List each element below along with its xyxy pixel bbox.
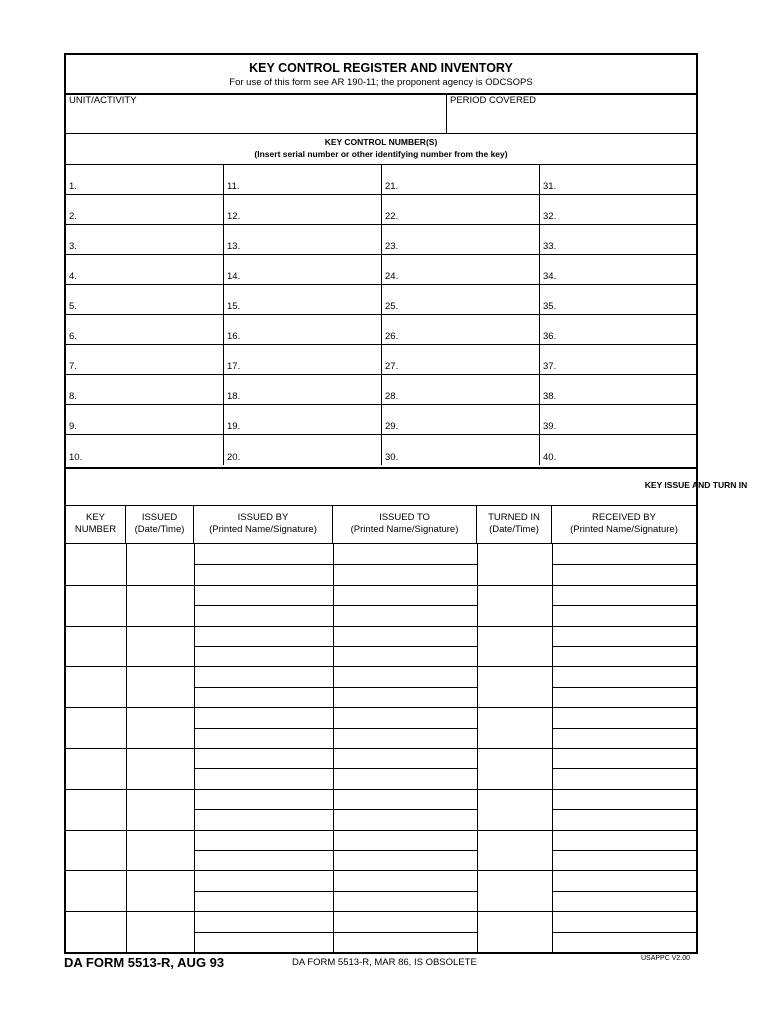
- sub-row-divider: [552, 891, 696, 892]
- form-id: DA FORM 5513-R, AUG 93: [64, 955, 225, 970]
- key-number-cell[interactable]: [66, 345, 224, 375]
- key-number-cell[interactable]: [66, 405, 224, 435]
- column-subtitle: (Date/Time): [134, 524, 185, 535]
- table-row[interactable]: [66, 789, 696, 790]
- key-number-label: 27.: [385, 361, 399, 372]
- key-number-label: 33.: [543, 241, 557, 252]
- key-control-form: [64, 53, 748, 954]
- key-number-cell[interactable]: [66, 255, 224, 285]
- sub-row-divider: [194, 850, 477, 851]
- key-number-label: 26.: [385, 331, 399, 342]
- key-number-label: 32.: [543, 211, 557, 222]
- key-number-label: 11.: [227, 181, 240, 192]
- key-number-cell[interactable]: [540, 225, 696, 255]
- key-issue-heading: [66, 467, 748, 506]
- key-number-cell[interactable]: [224, 315, 382, 345]
- table-row[interactable]: [66, 911, 696, 912]
- key-number-cell[interactable]: [66, 195, 224, 225]
- column-subtitle: (Date/Time): [489, 524, 539, 535]
- key-number-cell[interactable]: [224, 195, 382, 225]
- key-number-label: 22.: [385, 211, 399, 222]
- key-number-label: 23.: [385, 241, 399, 252]
- key-issue-table: [66, 544, 696, 952]
- key-control-instructions: (Insert serial number or other identifying number from the key): [254, 149, 508, 159]
- key-number-label: 7.: [69, 361, 77, 372]
- key-number-label: 9.: [69, 421, 77, 432]
- key-number-label: 15.: [227, 301, 241, 312]
- key-number-label: 29.: [385, 421, 399, 432]
- sub-row-divider: [552, 809, 696, 810]
- key-number-cell[interactable]: [540, 315, 696, 345]
- table-row[interactable]: [66, 748, 696, 749]
- sub-row-divider: [194, 728, 477, 729]
- key-issue-title: KEY ISSUE AND TURN IN: [644, 480, 748, 490]
- key-number-label: 24.: [385, 271, 399, 282]
- unit-period-row: [66, 93, 696, 134]
- key-control-title: KEY CONTROL NUMBER(S): [324, 137, 438, 147]
- key-number-label: 6.: [69, 331, 77, 342]
- key-number-cell[interactable]: [382, 165, 540, 195]
- sub-row-divider: [552, 728, 696, 729]
- key-number-cell[interactable]: [224, 405, 382, 435]
- key-number-label: 17.: [227, 361, 241, 372]
- key-number-label: 3.: [69, 241, 77, 252]
- table-row[interactable]: [66, 626, 696, 627]
- key-number-cell[interactable]: [224, 435, 382, 465]
- table-row[interactable]: [66, 707, 696, 708]
- key-number-label: 14.: [227, 271, 241, 282]
- sub-row-divider: [552, 646, 696, 647]
- table-row[interactable]: [66, 870, 696, 871]
- key-number-label: 35.: [543, 301, 557, 312]
- unit-activity-field[interactable]: [66, 93, 447, 133]
- sub-row-divider: [194, 768, 477, 769]
- key-number-label: 40.: [543, 452, 557, 463]
- key-number-label: 21.: [385, 181, 399, 192]
- key-number-cell[interactable]: [382, 285, 540, 315]
- key-number-cell[interactable]: [540, 405, 696, 435]
- column-subtitle: (Printed Name/Signature): [209, 524, 317, 535]
- column-title: TURNED IN: [488, 512, 540, 523]
- column-subtitle: (Printed Name/Signature): [350, 524, 459, 535]
- key-number-label: 8.: [69, 391, 77, 402]
- obsolete-note: DA FORM 5513-R, MAR 86, IS OBSOLETE: [292, 957, 477, 968]
- key-number-cell[interactable]: [224, 285, 382, 315]
- key-number-label: 36.: [543, 331, 557, 342]
- key-number-label: 31.: [543, 181, 557, 192]
- key-control-grid: [66, 165, 696, 469]
- column-subtitle: NUMBER: [74, 524, 117, 535]
- key-number-cell[interactable]: [224, 375, 382, 405]
- key-number-cell[interactable]: [540, 435, 696, 465]
- key-control-heading: [66, 134, 696, 165]
- key-number-label: 38.: [543, 391, 557, 402]
- key-number-label: 5.: [69, 301, 77, 312]
- form-title: KEY CONTROL REGISTER AND INVENTORY: [249, 61, 513, 75]
- issued-by-header: [194, 506, 333, 544]
- key-number-cell[interactable]: [66, 375, 224, 405]
- key-number-cell[interactable]: [382, 255, 540, 285]
- key-number-header: [66, 506, 126, 544]
- sub-row-divider: [194, 809, 477, 810]
- key-number-cell[interactable]: [66, 225, 224, 255]
- turned-in-header: [477, 506, 552, 544]
- form-header: [66, 55, 696, 95]
- key-number-cell[interactable]: [66, 165, 224, 195]
- key-number-cell[interactable]: [66, 435, 224, 465]
- key-number-label: 13.: [227, 241, 241, 252]
- key-number-cell[interactable]: [224, 165, 382, 195]
- table-row[interactable]: [66, 830, 696, 831]
- key-number-label: 20.: [227, 452, 241, 463]
- sub-row-divider: [552, 850, 696, 851]
- key-number-label: 19.: [227, 421, 241, 432]
- column-title: ISSUED BY: [237, 512, 289, 523]
- key-number-label: 4.: [69, 271, 77, 282]
- period-covered-label: PERIOD COVERED: [450, 95, 537, 106]
- key-number-cell[interactable]: [540, 375, 696, 405]
- key-number-label: 2.: [69, 211, 77, 222]
- sub-row-divider: [552, 768, 696, 769]
- key-number-cell[interactable]: [224, 225, 382, 255]
- key-number-cell[interactable]: [382, 195, 540, 225]
- period-covered-field[interactable]: [447, 93, 696, 133]
- key-number-label: 39.: [543, 421, 557, 432]
- sub-row-divider: [552, 932, 696, 933]
- column-title: RECEIVED BY: [592, 512, 656, 523]
- issued-to-header: [333, 506, 477, 544]
- column-subtitle: (Printed Name/Signature): [570, 524, 678, 535]
- table-row[interactable]: [66, 666, 696, 667]
- key-number-cell[interactable]: [382, 345, 540, 375]
- key-number-cell[interactable]: [224, 345, 382, 375]
- key-number-cell[interactable]: [382, 405, 540, 435]
- key-number-label: 18.: [227, 391, 241, 402]
- key-number-cell[interactable]: [382, 225, 540, 255]
- column-title: KEY: [85, 512, 105, 523]
- sub-row-divider: [552, 564, 696, 565]
- issued-header: [126, 506, 194, 544]
- key-number-cell[interactable]: [382, 315, 540, 345]
- sub-row-divider: [194, 687, 477, 688]
- received-by-header: [552, 506, 696, 544]
- key-number-label: 37.: [543, 361, 557, 372]
- key-number-label: 12.: [227, 211, 241, 222]
- key-number-cell[interactable]: [540, 165, 696, 195]
- key-number-cell[interactable]: [382, 435, 540, 465]
- sub-row-divider: [194, 564, 477, 565]
- key-number-label: 34.: [543, 271, 557, 282]
- sub-row-divider: [194, 605, 477, 606]
- key-number-cell[interactable]: [66, 315, 224, 345]
- key-number-cell[interactable]: [540, 345, 696, 375]
- form-subtitle: For use of this form see AR 190-11; the proponent agency is ODCSOPS: [229, 77, 533, 88]
- table-row[interactable]: [66, 585, 696, 586]
- key-number-label: 16.: [227, 331, 241, 342]
- unit-activity-label: UNIT/ACTIVITY: [69, 95, 137, 106]
- key-number-cell[interactable]: [66, 285, 224, 315]
- key-number-cell[interactable]: [540, 255, 696, 285]
- column-title: ISSUED: [141, 512, 178, 523]
- sub-row-divider: [194, 932, 477, 933]
- key-number-cell[interactable]: [224, 255, 382, 285]
- sub-row-divider: [552, 605, 696, 606]
- key-number-label: 1.: [69, 181, 77, 192]
- key-number-label: 30.: [385, 452, 399, 463]
- sub-row-divider: [194, 646, 477, 647]
- column-title: ISSUED TO: [379, 512, 430, 523]
- sub-row-divider: [552, 687, 696, 688]
- key-number-label: 28.: [385, 391, 399, 402]
- sub-row-divider: [194, 891, 477, 892]
- version-label: USAPPC V2.00: [641, 955, 691, 962]
- key-number-label: 25.: [385, 301, 399, 312]
- key-number-cell[interactable]: [382, 375, 540, 405]
- key-number-label: 10.: [69, 452, 83, 463]
- key-number-cell[interactable]: [540, 195, 696, 225]
- key-number-cell[interactable]: [540, 285, 696, 315]
